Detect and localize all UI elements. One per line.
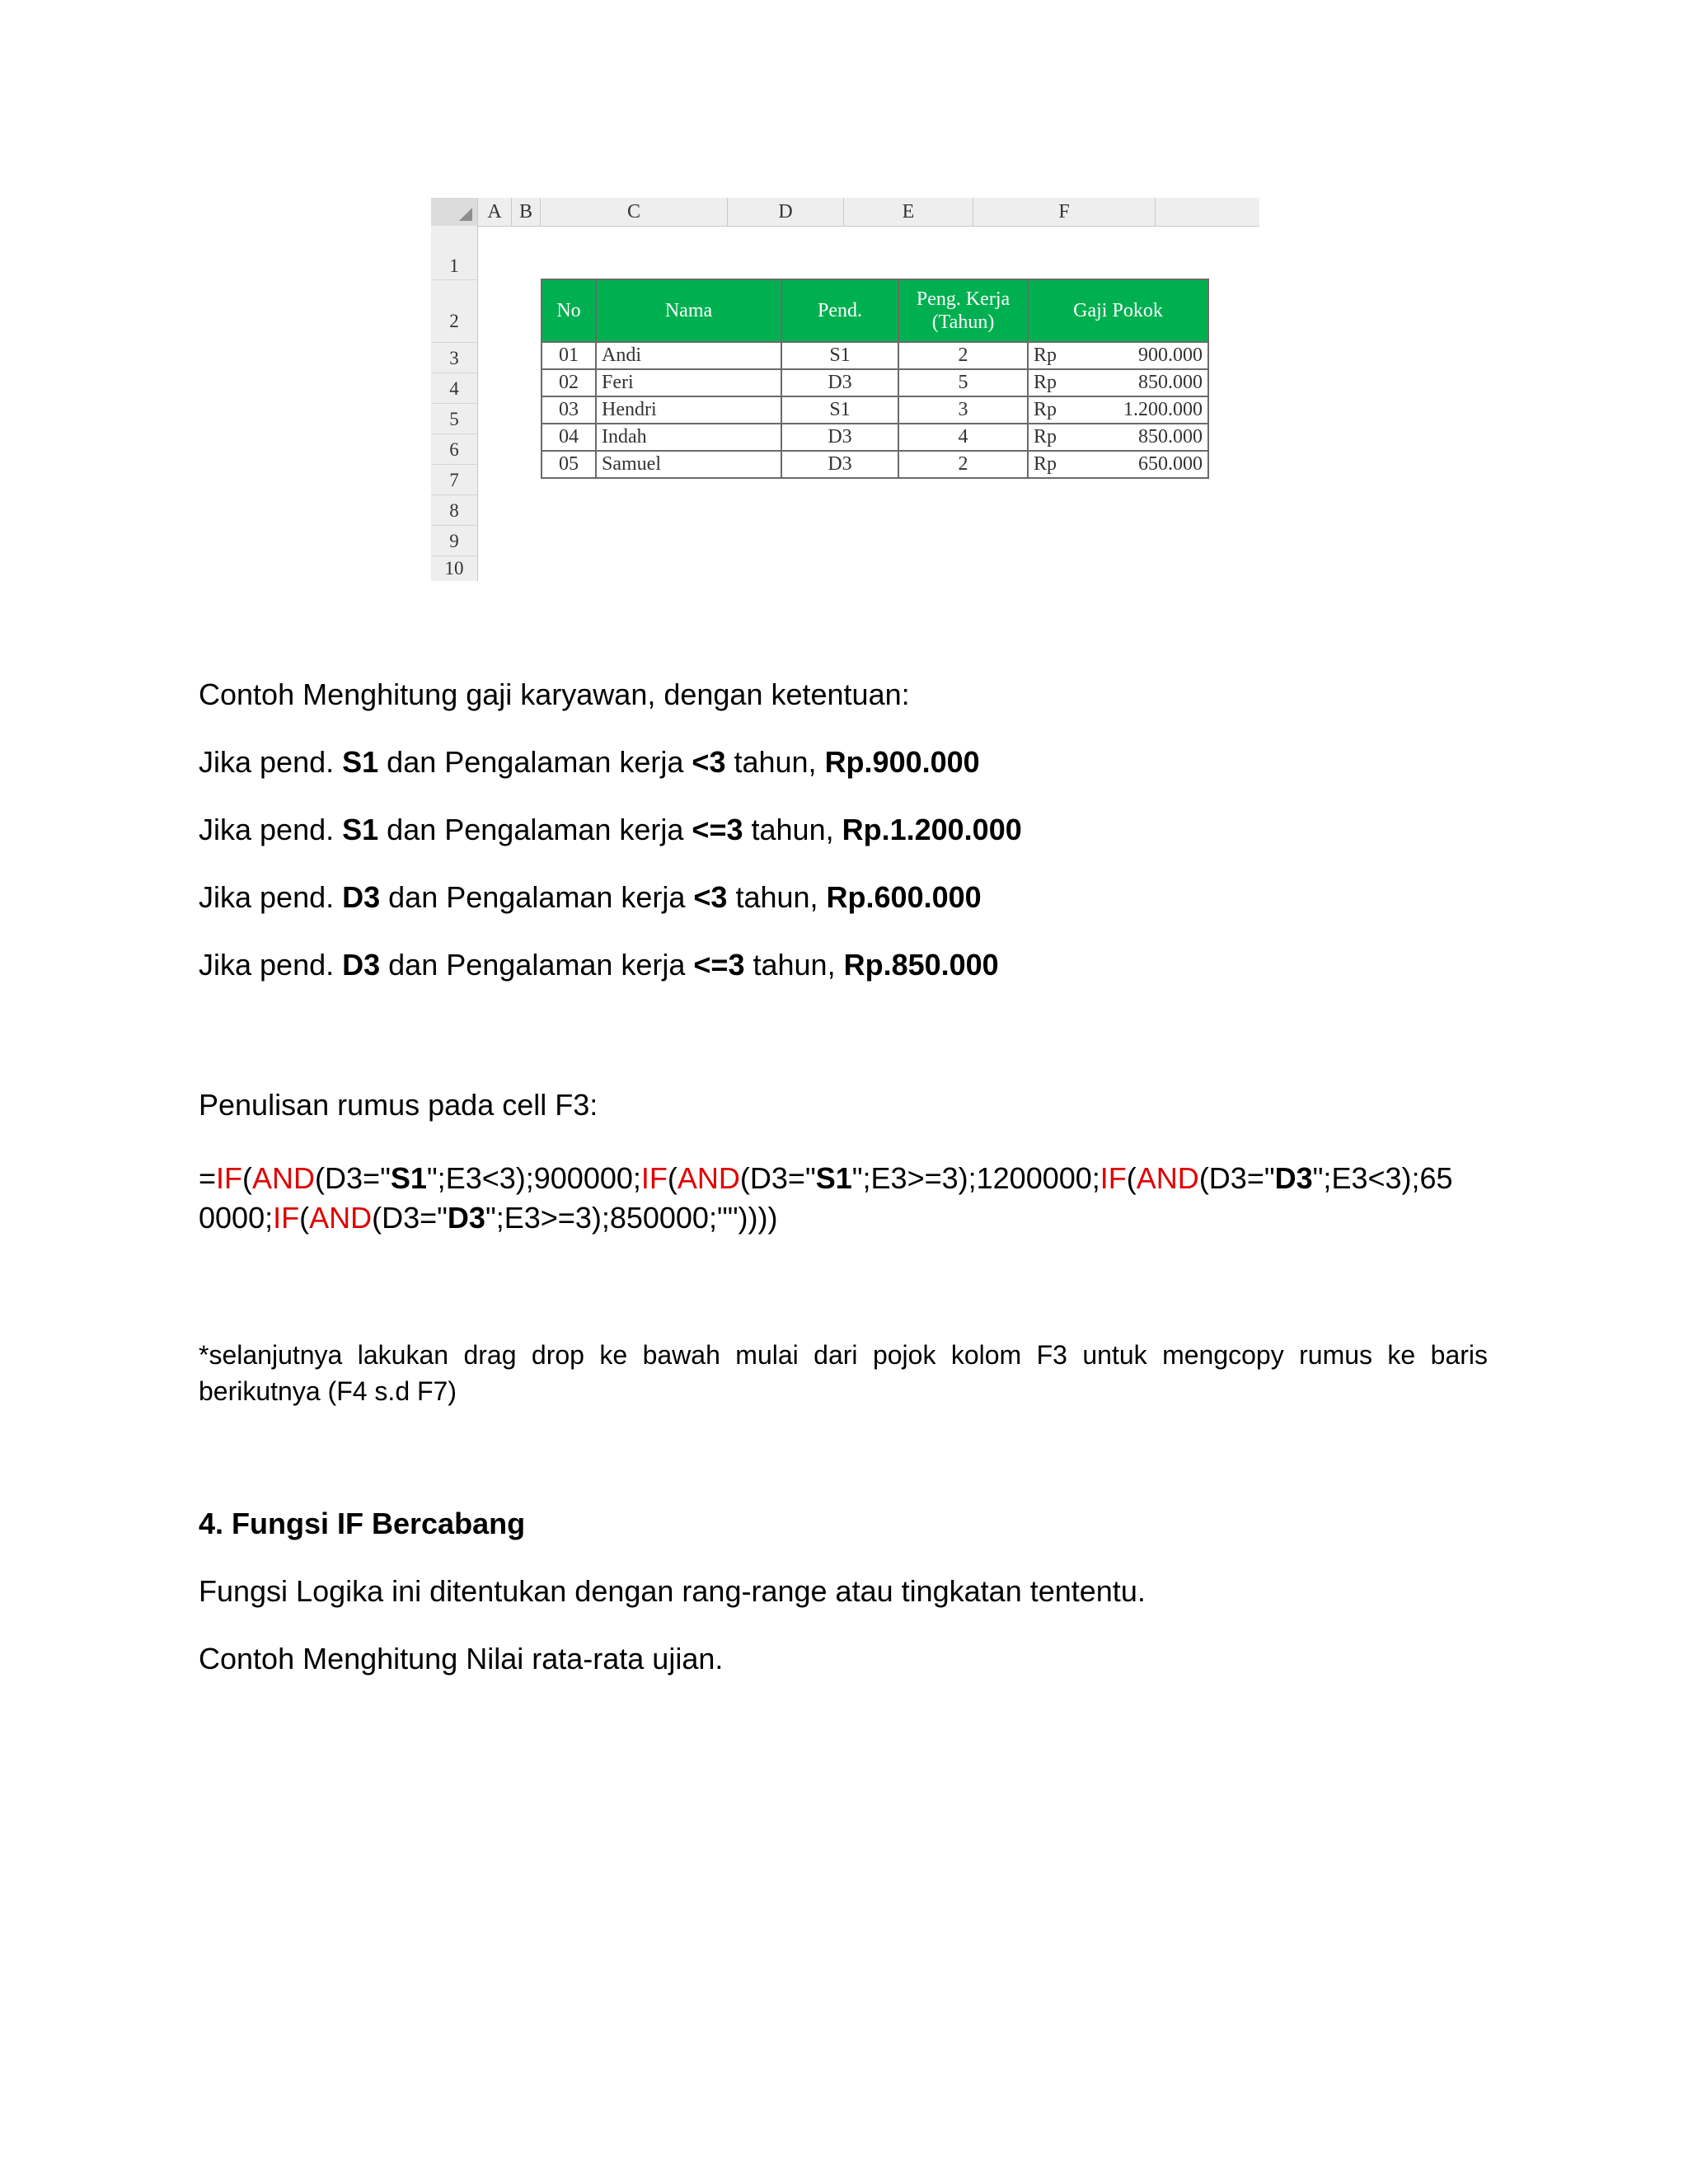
salary-amount: 1.200.000 <box>1123 399 1203 420</box>
column-header-b: B <box>512 198 541 226</box>
formula-part: ( <box>667 1161 678 1195</box>
cell-nama: Indah <box>596 424 781 451</box>
formula-part: (D3=" <box>1198 1161 1275 1195</box>
rule-2 <box>199 813 1022 847</box>
row-header-column <box>431 226 478 581</box>
salary-amount: 850.000 <box>1138 426 1203 448</box>
formula-function-and: AND <box>1136 1161 1199 1195</box>
salary-amount: 850.000 <box>1138 372 1203 393</box>
drag-drop-note <box>199 1337 1488 1409</box>
formula-part: = <box>199 1161 217 1195</box>
cell-peng-kerja: 2 <box>898 451 1028 478</box>
cell-no: 02 <box>542 369 596 396</box>
formula-function-and: AND <box>309 1201 373 1235</box>
salary-amount: 900.000 <box>1138 344 1203 366</box>
header-peng-kerja-line1: Peng. Kerja <box>916 288 1010 310</box>
currency-label: Rp <box>1034 372 1057 393</box>
cell-no: 03 <box>542 396 596 424</box>
cell-gaji-pokok <box>1028 369 1208 396</box>
cell-nama: Hendri <box>596 396 781 424</box>
section-description: Fungsi Logika ini ditentukan dengan rang-range atau tingkatan tententu. <box>199 1574 1146 1608</box>
formula-text <box>199 1159 1501 1238</box>
rule-text: Jika pend. <box>199 948 343 982</box>
column-header-e: E <box>844 198 973 226</box>
header-no: No <box>542 279 596 342</box>
cell-peng-kerja: 3 <box>898 396 1028 424</box>
intro-text: Contoh Menghitung gaji karyawan, dengan ketentuan: <box>199 677 910 711</box>
rule-operator: <3 <box>692 745 726 779</box>
cell-pend: D3 <box>781 369 898 396</box>
column-header-d: D <box>728 198 844 226</box>
formula-part: ( <box>1126 1161 1137 1195</box>
cell-peng-kerja: 5 <box>898 369 1028 396</box>
currency-label: Rp <box>1034 426 1057 448</box>
column-header-f: F <box>973 198 1156 226</box>
cell-gaji-pokok <box>1028 451 1208 478</box>
rule-education: S1 <box>342 745 379 779</box>
formula-function-and: AND <box>677 1161 740 1195</box>
rule-text: Jika pend. <box>199 880 343 914</box>
row-header-2: 2 <box>431 280 477 343</box>
formula-part: 0000; <box>199 1201 274 1235</box>
rule-education: D3 <box>342 880 381 914</box>
formula-part: ";E3<3);900000; <box>426 1161 641 1195</box>
cell-no: 01 <box>542 342 596 369</box>
rule-text: tahun, <box>744 948 844 982</box>
formula-part: ( <box>299 1201 310 1235</box>
cell-nama: Samuel <box>596 451 781 478</box>
formula-part: (D3=" <box>372 1201 448 1235</box>
cell-nama: Andi <box>596 342 781 369</box>
formula-part: ";E3<3);65 <box>1312 1161 1453 1195</box>
cell-no: 04 <box>542 424 596 451</box>
formula-label: Penulisan rumus pada cell F3: <box>199 1088 598 1122</box>
rule-4 <box>199 948 999 982</box>
select-all-triangle-icon <box>459 208 472 221</box>
rule-text: dan Pengalaman kerja <box>380 880 694 914</box>
formula-part: ( <box>242 1161 253 1195</box>
rule-text: dan Pengalaman kerja <box>378 813 692 846</box>
row-header-3: 3 <box>431 343 477 373</box>
header-nama: Nama <box>596 279 781 342</box>
rule-salary: Rp.850.000 <box>843 948 999 982</box>
cell-pend: S1 <box>781 396 898 424</box>
rule-salary: Rp.1.200.000 <box>842 813 1022 846</box>
cell-gaji-pokok <box>1028 396 1208 424</box>
table-row <box>542 396 1208 424</box>
formula-part: (D3=" <box>739 1161 816 1195</box>
formula-part: ";E3>=3);850000;"")))) <box>485 1201 778 1235</box>
rule-1 <box>199 745 980 780</box>
rule-text: Jika pend. <box>199 745 343 779</box>
table-row <box>542 451 1208 478</box>
note-line-1: *selanjutnya lakukan drag drop ke bawah mulai dari pojok kolom F3 untuk mengcopy rumus ke baris <box>199 1340 1488 1370</box>
row-header-8: 8 <box>431 495 477 526</box>
rule-text: dan Pengalaman kerja <box>380 948 694 982</box>
spreadsheet-image <box>431 198 1259 581</box>
currency-label: Rp <box>1034 344 1057 366</box>
note-line-2: berikutnya (F4 s.d F7) <box>199 1376 457 1406</box>
rule-text: tahun, <box>727 880 827 914</box>
cell-gaji-pokok <box>1028 342 1208 369</box>
cell-gaji-pokok <box>1028 424 1208 451</box>
formula-value-s1: S1 <box>815 1161 852 1195</box>
cell-pend: D3 <box>781 424 898 451</box>
column-header-a: A <box>478 198 512 226</box>
column-header-c: C <box>541 198 728 226</box>
table-row <box>542 424 1208 451</box>
row-header-4: 4 <box>431 373 477 404</box>
row-header-6: 6 <box>431 434 477 465</box>
rule-operator: <=3 <box>693 948 745 982</box>
rule-text: Jika pend. <box>199 813 343 846</box>
salary-table <box>541 279 1209 479</box>
row-header-9: 9 <box>431 526 477 556</box>
table-header-row <box>542 279 1208 342</box>
row-header-5: 5 <box>431 404 477 434</box>
rule-operator: <3 <box>693 880 728 914</box>
cell-peng-kerja: 4 <box>898 424 1028 451</box>
section-title: 4. Fungsi IF Bercabang <box>199 1507 526 1540</box>
formula-line-2 <box>199 1198 1501 1238</box>
formula-function-and: AND <box>252 1161 316 1195</box>
rule-text: dan Pengalaman kerja <box>378 745 692 779</box>
header-peng-kerja-line2: (Tahun) <box>931 312 995 333</box>
formula-function-if: IF <box>273 1201 300 1235</box>
formula-value-s1: S1 <box>390 1161 427 1195</box>
row-header-1: 1 <box>431 226 477 280</box>
header-gaji-pokok: Gaji Pokok <box>1028 279 1208 342</box>
currency-label: Rp <box>1034 453 1057 475</box>
rule-text: tahun, <box>743 813 842 846</box>
table-row <box>542 342 1208 369</box>
section-example: Contoh Menghitung Nilai rata-rata ujian. <box>199 1642 724 1675</box>
formula-value-d3: D3 <box>1274 1161 1313 1195</box>
row-header-10: 10 <box>444 558 464 579</box>
rule-salary: Rp.900.000 <box>824 745 980 779</box>
currency-label: Rp <box>1034 399 1057 420</box>
column-header-row <box>431 198 1259 227</box>
row-header-7: 7 <box>431 465 477 495</box>
cell-nama: Feri <box>596 369 781 396</box>
rule-operator: <=3 <box>692 813 743 846</box>
cell-no: 05 <box>542 451 596 478</box>
rule-education: S1 <box>342 813 379 846</box>
formula-value-d3: D3 <box>447 1201 485 1235</box>
formula-function-if: IF <box>1100 1161 1127 1195</box>
formula-line-1 <box>199 1159 1501 1198</box>
rule-salary: Rp.600.000 <box>826 880 982 914</box>
formula-part: (D3=" <box>315 1161 391 1195</box>
header-peng-kerja <box>898 279 1028 342</box>
formula-function-if: IF <box>640 1161 668 1195</box>
select-all-corner <box>431 198 478 226</box>
rule-education: D3 <box>342 948 381 982</box>
rule-text: tahun, <box>725 745 825 779</box>
cell-peng-kerja: 2 <box>898 342 1028 369</box>
formula-function-if: IF <box>216 1161 243 1195</box>
table-row <box>542 369 1208 396</box>
cell-pend: S1 <box>781 342 898 369</box>
formula-part: ";E3>=3);1200000; <box>851 1161 1100 1195</box>
rule-3 <box>199 880 982 915</box>
cell-pend: D3 <box>781 451 898 478</box>
salary-amount: 650.000 <box>1138 453 1203 475</box>
header-pend: Pend. <box>781 279 898 342</box>
